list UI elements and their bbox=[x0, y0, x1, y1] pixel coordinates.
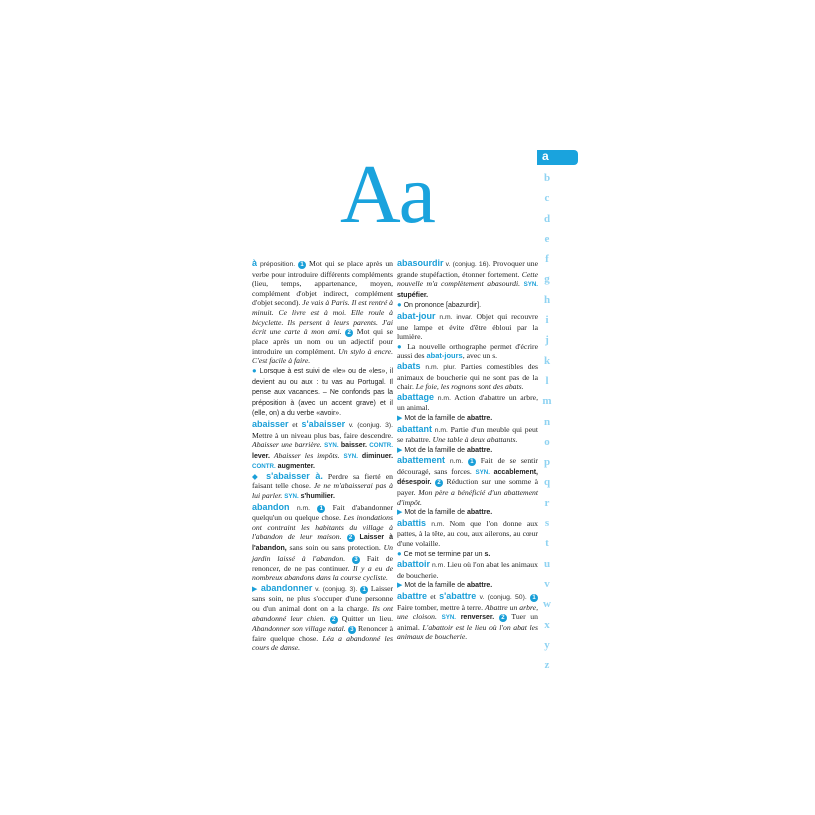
entry-abandon: abandon n.m. 1 Fait d'abandonner quelqu'un ou quelque chose. Les inondations ont contraint les habitants du village à l'abandon de leur maison. 2 Laisser à l'abandon, sans soin ou sans protection. Un jardin laissé à l'abandon. 3 Fait de renoncer, de ne pas continuer. Il y a eu de nombreux abandons dans la course cycliste. bbox=[252, 501, 394, 583]
sense-number-icon: 1 bbox=[360, 586, 368, 594]
thumb-index-letter-f[interactable]: f bbox=[545, 253, 549, 266]
thumb-index-letter-m[interactable]: m bbox=[542, 395, 552, 408]
headword: à bbox=[252, 258, 258, 268]
headword: abattis bbox=[397, 517, 427, 528]
note-bullet-icon: ● bbox=[252, 365, 258, 375]
diamond-bullet-icon: ◆ bbox=[252, 471, 262, 481]
sense-number-icon: 1 bbox=[530, 594, 538, 602]
sense-number-icon: 1 bbox=[317, 505, 325, 513]
entry-abat-jour: abat-jour n.m. invar. Objet qui recouvre une lampe et évite d'être ébloui par la lumière. ● La nouvelle orthographe permet d'écrire aussi des abat-jours, avec un s. bbox=[397, 310, 538, 361]
sense-number-icon: 2 bbox=[435, 479, 443, 487]
entry-a: à préposition. 1 Mot qui se place après un verbe pour introduire différents compléments (lieu, temps, appartenance, moyen, complément d'objet indirect, complément d'objet second). Je vais à Paris. Il est rentré à minuit. Ce livre est à moi. Elle roule à bicyclette. Ils persent à leurs parents. J'ai écrit une carte à mon ami. 2 Mot qui se place après un nom ou un adjectif pour introduire un complément. Un stylo à encre. C'est facile à faire. ● Lorsque à est suivi de «le» ou de «les», il devient au ou aux : tu vas au Portugal. Il pense aux vacances. – Ne confonds pas la préposition à (avec un accent grave) et il (elle, on) a du verbe «avoir». bbox=[252, 258, 394, 418]
thumb-index-letter-b[interactable]: b bbox=[543, 172, 551, 184]
sense-number-icon: 2 bbox=[347, 534, 355, 542]
sense-number-icon: 1 bbox=[468, 458, 476, 466]
thumb-index-letter-o[interactable]: o bbox=[544, 435, 550, 448]
entry-abandonner: ▶ abandonner v. (conjug. 3). 1 Laisser sans soin, ne plus s'occuper d'une personne ou d'un animal dont on a la charge. Ils ont abandonné leur chien. 2 Quitter un lieu. Abandonner son village natal. 3 Renoncer à faire quelque chose. Léa a abandonné les cours de danse. bbox=[252, 582, 394, 653]
entry-abattoir: abattoir n.m. Lieu où l'on abat les animaux de boucherie. ▶ Mot de la famille de abattre. bbox=[397, 559, 538, 590]
headword: abattage bbox=[397, 391, 435, 402]
headword: s'abaisser bbox=[301, 418, 346, 429]
headword: abattement bbox=[397, 455, 446, 466]
sense-number-icon: 3 bbox=[352, 556, 360, 564]
entry-abattant: abattant n.m. Partie d'un meuble qui peut se rabattre. Une table à deux abattants. ▶ Mot de la famille de abattre. bbox=[397, 423, 538, 454]
thumb-index-letter-v[interactable]: v bbox=[544, 577, 550, 590]
entry-abasourdir: abasourdir v. (conjug. 16). Provoquer une grande stupéfaction, étonner fortement. Cette nouvelle m'a complètement abasourdi. SYN. stupéfier. ● On prononce [abazurdir]. bbox=[397, 258, 539, 310]
thumb-index-letter-l[interactable]: l bbox=[545, 374, 549, 387]
thumb-index-letter-r[interactable]: r bbox=[544, 496, 550, 509]
thumb-index-letter-t[interactable]: t bbox=[545, 537, 549, 550]
family-arrow-icon: ▶ bbox=[397, 413, 403, 422]
thumb-index-letter-z[interactable]: z bbox=[544, 659, 550, 672]
headword: abasourdir bbox=[397, 258, 444, 268]
note-bullet-icon: ● bbox=[397, 300, 402, 310]
sense-number-icon: 2 bbox=[345, 329, 353, 337]
thumb-index-letter-y[interactable]: y bbox=[544, 638, 550, 651]
thumb-index-letter-g[interactable]: g bbox=[544, 273, 550, 286]
entry-abattement: abattement n.m. 1 Fait de se sentir découragé, sans forces. SYN. accablement, désespoir. 2 Réduction sur une somme à payer. Mon père a bénéficié d'un abattement d'impôt. ▶ Mot de la famille de abattre. bbox=[397, 455, 539, 517]
thumb-index-letter-s[interactable]: s bbox=[544, 517, 550, 530]
headword: abattant bbox=[397, 423, 433, 434]
section-letter-heading: Aa bbox=[340, 148, 434, 241]
entry-abattis: abattis n.m. Nom que l'on donne aux pattes, à la tête, au cou, aux ailerons, au cœur d'une volaille. ● Ce mot se termine par un s. bbox=[397, 517, 538, 558]
thumb-index-letter-u[interactable]: u bbox=[543, 557, 551, 570]
sense-number-icon: 1 bbox=[298, 261, 306, 269]
thumb-index-letter-d[interactable]: d bbox=[543, 212, 551, 225]
thumb-index-letter-p[interactable]: p bbox=[543, 456, 551, 469]
dictionary-column-left bbox=[252, 259, 393, 654]
thumb-index-letter-h[interactable]: h bbox=[543, 293, 551, 306]
thumb-index-letter-e[interactable]: e bbox=[544, 232, 550, 245]
sense-number-icon: 3 bbox=[348, 626, 356, 634]
family-arrow-icon: ▶ bbox=[397, 581, 403, 590]
dictionary-column-right bbox=[397, 259, 538, 643]
headword: abats bbox=[397, 360, 421, 371]
thumb-index-tab-label: a bbox=[542, 149, 549, 163]
headword: abandonner bbox=[260, 582, 313, 593]
sense-number-icon: 2 bbox=[330, 616, 338, 624]
thumb-index-tab-a[interactable] bbox=[537, 150, 578, 165]
headword: abandon bbox=[252, 501, 290, 512]
note-bullet-icon: ● bbox=[397, 341, 404, 351]
headword: abaisser bbox=[252, 418, 289, 429]
thumb-index-letter-k[interactable]: k bbox=[543, 354, 551, 367]
thumb-index-letter-q[interactable]: q bbox=[543, 476, 551, 489]
entry-abats: abats n.m. plur. Parties comestibles des animaux de boucherie qui ne sont pas de la chair. Le foie, les rognons sont des abats. bbox=[397, 360, 538, 392]
entry-abaisser: abaisser et s'abaisser v. (conjug. 3). Mettre à un niveau plus bas, faire descendre. Abaisser une barrière. SYN. baisser. CONTR. lever. Abaisser les impôts. SYN. diminuer. CONTR. augmenter. ◆ s'abaisser à. Perdre sa fierté en faisant telle chose. Je ne m'abaisserai pas à lui parler. SYN. s'humilier. bbox=[252, 418, 394, 501]
thumb-index-letter-x[interactable]: x bbox=[544, 618, 550, 631]
thumb-index-letter-c[interactable]: c bbox=[544, 192, 550, 205]
entry-abattre: abattre et s'abattre v. (conjug. 50). 1 Faire tomber, mettre à terre. Abattre un arbre, une cloison. SYN. renverser. 2 Tuer un animal. L'abattoir est le lieu où l'on abat les animaux de boucherie. bbox=[397, 591, 539, 642]
entry-abattage: abattage n.m. Action d'abattre un arbre, un animal. ▶ Mot de la famille de abattre. bbox=[397, 391, 538, 422]
thumb-index-letter-w[interactable]: w bbox=[543, 598, 551, 611]
thumb-index-alphabet bbox=[540, 168, 554, 675]
headword: s'abattre bbox=[439, 591, 477, 601]
family-arrow-icon: ▶ bbox=[397, 508, 403, 517]
family-arrow-icon: ▶ bbox=[397, 445, 403, 454]
family-arrow-icon: ▶ bbox=[252, 584, 259, 593]
sense-number-icon: 2 bbox=[499, 614, 507, 622]
thumb-index-letter-n[interactable]: n bbox=[543, 415, 551, 428]
headword: abattoir bbox=[397, 559, 431, 570]
note-bullet-icon: ● bbox=[397, 548, 402, 558]
headword: abat-jour bbox=[397, 310, 436, 321]
headword: abattre bbox=[397, 591, 428, 601]
thumb-index-letter-i[interactable]: i bbox=[545, 314, 549, 327]
thumb-index-letter-j[interactable]: j bbox=[545, 334, 549, 347]
